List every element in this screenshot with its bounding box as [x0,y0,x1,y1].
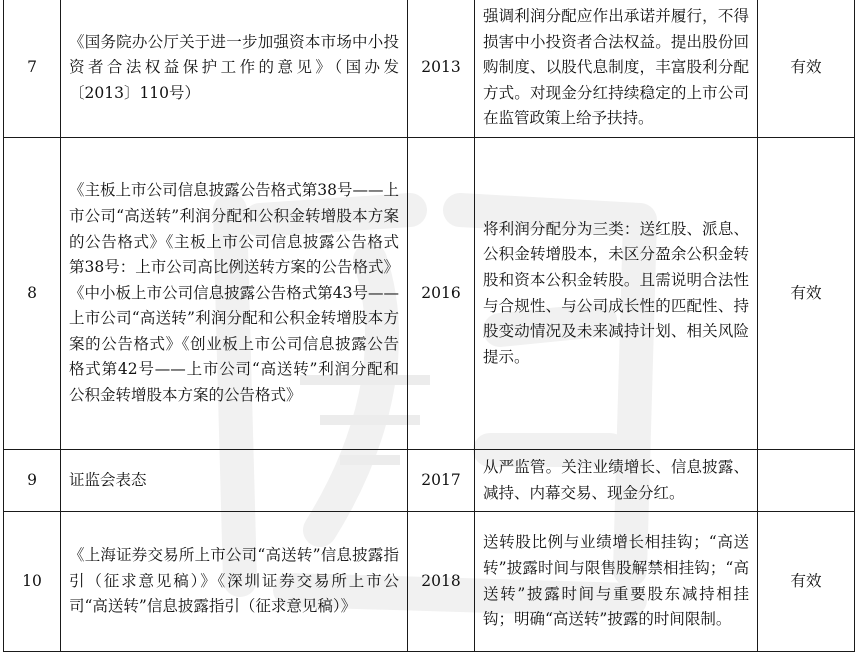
table-row [4,138,855,450]
policy-content: 送转股比例与业绩增长相挂钩；“高送转”披露时间与限售股解禁相挂钩；“高送转”披露时间与重要股东减持相挂钩；明确“高送转”披露的时间限制。 [475,512,758,652]
policy-content: 将利润分配分为三类：送红股、派息、公积金转增股本，未区分盈余公积金转股和资本公积金转股。且需说明合法性与合规性、与公司成长性的匹配性、持股变动情况及未来减持计划、相关风险提示。 [475,138,758,450]
policy-year: 2018 [408,512,475,652]
policy-status: 有效 [758,0,855,138]
policy-content: 从严监管。关注业绩增长、信息披露、减持、内幕交易、现金分红。 [475,450,758,512]
row-number: 9 [4,450,61,512]
policy-title: 《主板上市公司信息披露公告格式第38号——上市公司“高送转”利润分配和公积金转增股本方案的公告格式》《主板上市公司信息披露公告格式第38号：上市公司高比例送转方案的公告格式》《中小板上市公司信息披露公告格式第43号——上市公司“高送转”利润分配和公积金转增股本方案的公告格式》《创业板上市公司信息披露公告格式第42号——上市公司“高送转”利润分配和公积金转增股本方案的公告格式》 [61,138,408,450]
policy-title: 《上海证券交易所上市公司“高送转”信息披露指引（征求意见稿）》《深圳证券交易所上市公司“高送转”信息披露指引（征求意见稿）》 [61,512,408,652]
table-row [4,450,855,512]
policy-year: 2016 [408,138,475,450]
table-row [4,0,855,138]
policy-table [3,0,855,652]
policy-status: 有效 [758,512,855,652]
row-number: 7 [4,0,61,138]
policy-status: 有效 [758,138,855,450]
table-row [4,512,855,652]
policy-status [758,450,855,512]
row-number: 8 [4,138,61,450]
policy-title: 《国务院办公厅关于进一步加强资本市场中小投资者合法权益保护工作的意见》（国办发〔2013〕110号） [61,0,408,138]
policy-content: 强调利润分配应作出承诺并履行，不得损害中小投资者合法权益。提出股份回购制度、以股代息制度，丰富股利分配方式。对现金分红持续稳定的上市公司在监管政策上给予扶持。 [475,0,758,138]
policy-title: 证监会表态 [61,450,408,512]
policy-year: 2017 [408,450,475,512]
row-number: 10 [4,512,61,652]
policy-year: 2013 [408,0,475,138]
